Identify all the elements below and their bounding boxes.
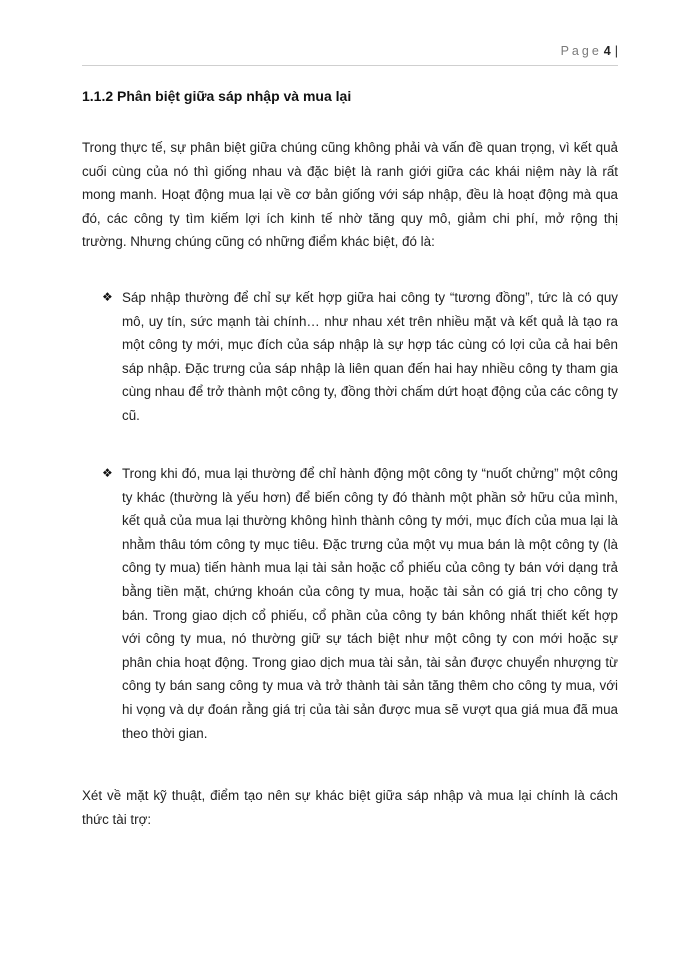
bullet-text: Sáp nhập thường để chỉ sự kết hợp giữa hai công ty “tương đồng”, tức là có quy mô, uy tín, sức mạnh tài chính… như nhau xét trên nhiều mặt và kết quả là tạo ra một công ty mới, mục đích của sáp nhập là sự hợp tác cùng có lợi của cả hai bên sáp nhập. Đặc trưng của sáp nhập là liên quan đến hai hay nhiều công ty tham gia cùng nhau để trở thành một công ty, đồng thời chấm dứt hoạt động của các công ty cũ. [122,290,618,423]
diamond-bullet-icon: ❖ [102,466,113,480]
bullet-text: Trong khi đó, mua lại thường để chỉ hành động một công ty “nuốt chửng” một công ty khác (thường là yếu hơn) để biến công ty đó thành một phần sở hữu của mình, kết quả của mua lại thường không hình thành công ty mới, mục đích của mua lại là nhằm thâu tóm công ty mục tiêu. Đặc trưng của một vụ mua bán là một công ty (là công ty mua) tiến hành mua lại tài sản hoặc cổ phiếu của công ty bán với dạng trả bằng tiền mặt, chứng khoán của công ty mua, hoặc tài sản có giá trị cho công ty bán. Trong giao dịch cổ phiếu, cổ phần của công ty bán không nhất thiết kết hợp với công ty mua, nó thường giữ sự tách biệt như một công ty con mới hoặc sự phân chia hoạt động. Trong giao dịch mua tài sản, tài sản được chuyển nhượng từ công ty bán sang công ty mua và trở thành tài sản tăng thêm cho công ty mua, với hi vọng và dự đoán rằng giá trị của tài sản được mua sẽ vượt qua giá mua đã mua theo thời gian. [122,466,618,741]
page-label: Page [560,44,602,58]
closing-paragraph: Xét về mặt kỹ thuật, điểm tạo nên sự khác biệt giữa sáp nhập và mua lại chính là cách thức tài trợ: [82,788,618,827]
header-separator: | [614,44,618,58]
diamond-bullet-icon: ❖ [102,290,113,304]
section-heading: 1.1.2 Phân biệt giữa sáp nhập và mua lại [82,88,352,104]
intro-paragraph: Trong thực tế, sự phân biệt giữa chúng cũng không phải và vấn đề quan trọng, vì kết quả cuối cùng của nó thì giống nhau và đặc biệt là ranh giới giữa các khái niệm này là rất mong manh. Hoạt động mua lại về cơ bản giống với sáp nhập, đều là hoạt động mà qua đó, các công ty tìm kiếm lợi ích kinh tế nhờ tăng quy mô, giảm chi phí, mở rộng thị trường. Nhưng chúng cũng có những điểm khác biệt, đó là: [82,140,618,250]
bullet-item-acquisition [102,462,618,745]
header-divider [82,65,618,66]
page-header [561,44,618,58]
bullet-item-merger [102,286,618,428]
page-number: 4 [603,44,611,58]
